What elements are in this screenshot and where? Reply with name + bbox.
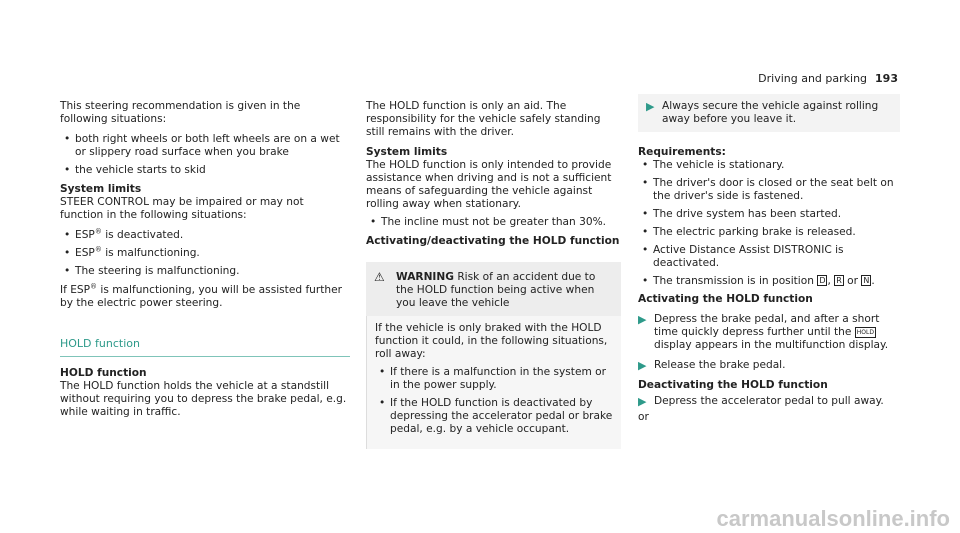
list-item: • The electric parking brake is released. [642,226,856,238]
bullet-icon: • [642,177,649,189]
warning-list [375,366,613,436]
instruction-step: ▶ Always secure the vehicle against rolling away before you leave it. [646,100,879,125]
deactivating-heading: Deactivating the HOLD function [638,379,828,391]
requirements-list [638,159,900,288]
list-item: • The driver's door is closed or the seat belt on the driver's side is fastened. [642,177,894,202]
page-number: 193 [875,72,898,85]
list-item: • Active Distance Assist DISTRONIC is deactivated. [642,244,844,269]
gear-n-icon: N [863,276,870,285]
system-limits-heading: System limits [366,146,448,158]
list-item: • the vehicle starts to skid [64,164,206,176]
activating-heading: Activating the HOLD function [638,293,813,305]
column-3 [638,100,900,431]
bullet-icon: • [64,229,71,241]
list-item: • If the HOLD function is deactivated by depressing the accelerator pedal or brake pedal, e.g. by a vehicle occupant. [379,397,613,435]
intro-text: This steering recommendation is given in the following situations: [60,100,301,125]
page-header [758,72,898,85]
situations-list [60,133,350,177]
activating-heading: Activating/deactivating the HOLD function [366,235,620,247]
hold-text: The HOLD function holds the vehicle at a standstill without requiring you to depress the brake pedal, e.g. while waiting in traffic. [60,380,347,418]
bullet-icon: • [642,208,649,220]
list-item: • The steering is malfunctioning. [64,265,240,277]
bullet-icon: • [64,164,71,176]
list-item: • The vehicle is stationary. [642,159,785,171]
list-item: • ESP® is deactivated. [64,227,184,241]
list-item: • The transmission is in position D , R or N . [642,275,875,287]
list-item: • The incline must not be greater than 30%. [370,216,607,228]
instruction-step: ▶ Release the brake pedal. [638,359,786,372]
section-name: Driving and parking [758,72,868,85]
bullet-icon: • [370,216,377,228]
watermark: carmanualsonline.info [716,506,950,531]
limits-list [60,229,350,278]
limits-text: The HOLD function is only intended to provide assistance when driving and is not a sufficient means of safeguarding the vehicle against rolling away when stationary. [366,159,612,210]
list-item: • The drive system has been started. [642,208,842,220]
arrow-right-icon: ▶ [646,100,655,113]
list-item: • both right wheels or both left wheels are on a wet or slippery road surface when you brake [64,133,340,158]
system-limits-heading: System limits [60,183,142,195]
esp-note: If ESP® is malfunctioning, you will be assisted further by the electric power steering. [60,282,342,309]
hold-heading: HOLD function [60,367,147,379]
arrow-right-icon: ▶ [638,395,647,408]
section-title: HOLD function [60,337,350,357]
warning-header [366,262,621,316]
warning-box [366,262,621,449]
list-item: • If there is a malfunction in the system or in the power supply. [379,366,606,391]
bullet-icon: • [379,366,386,378]
warning-label: WARNING [396,271,454,283]
bullet-icon: • [64,133,71,145]
bullet-icon: • [64,247,71,259]
warning-text: Risk of an accident due to the HOLD function being active when you leave the vehicle [396,271,596,309]
column-1 [60,100,350,426]
instruction-step: ▶ Depress the accelerator pedal to pull away. [638,395,884,408]
bullet-icon: • [379,397,386,409]
bullet-icon: • [642,275,649,287]
bullet-icon: • [64,265,71,277]
bullet-icon: • [642,226,649,238]
arrow-right-icon: ▶ [638,359,647,372]
column-2 [366,100,621,449]
gear-r-icon: R [836,276,842,285]
instruction-box [638,94,900,132]
responsibility-text: The HOLD function is only an aid. The responsibility for the vehicle safely standing still remains with the driver. [366,100,601,138]
limits-intro: STEER CONTROL may be impaired or may not function in the following situations: [60,196,304,221]
bullet-icon: • [642,244,649,256]
warning-triangle-icon: ⚠ [374,270,385,284]
bullet-icon: • [642,159,649,171]
list-item: • ESP® is malfunctioning. [64,245,200,259]
instruction-step: ▶ Depress the brake pedal, and after a short time quickly depress further until the HOLD display appears in the multifunction display. [638,313,889,351]
arrow-right-icon: ▶ [638,313,647,326]
gear-d-icon: D [819,276,826,285]
warning-body: If the vehicle is only braked with the HOLD function it could, in the following situations, roll away: • If there is a malfunction in the system or in the power supply. • If the HOLD function is deactivated by depressing the accelerator pedal or brake pedal, e.g. by a vehicle occupant. [366,316,621,449]
limits-list [366,216,621,229]
or-text: or [638,411,649,423]
requirements-heading: Requirements: [638,146,726,158]
hold-display-icon: HOLD [856,329,874,336]
